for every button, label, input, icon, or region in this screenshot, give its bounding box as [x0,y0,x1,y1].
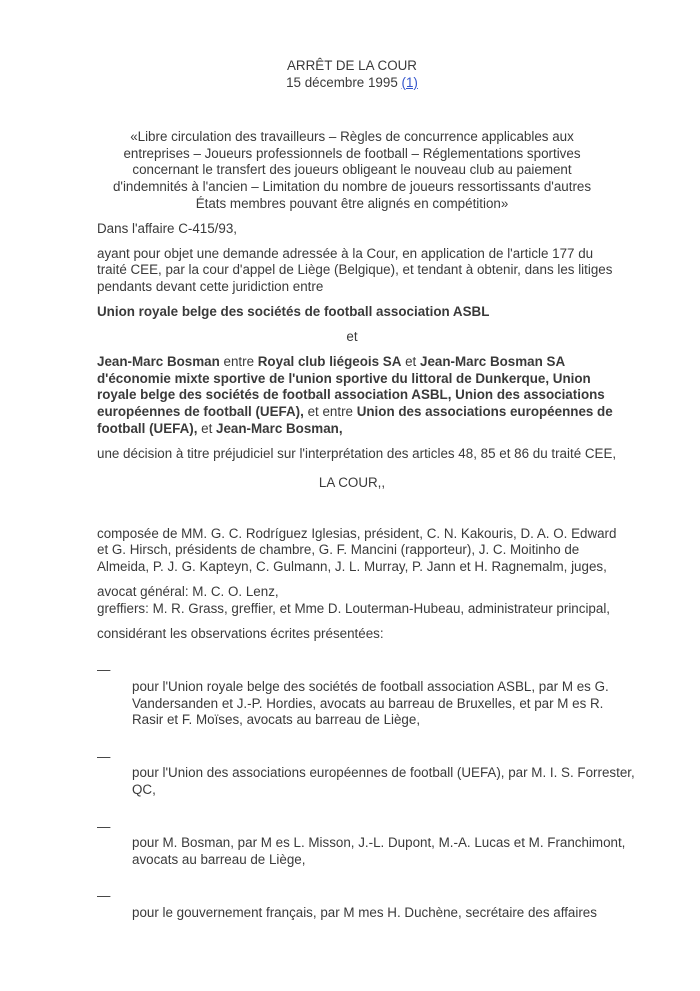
observation-text: pour M. Bosman, par M es L. Misson, J.-L. Dupont, M.-A. Lucas et M. Franchimont, avocats au barreau de Liège, [132,835,626,867]
connector-text: entre [219,354,258,370]
registrars-line: greffiers: M. R. Grass, greffier, et Mme D. Louterman-Hubeau, administrateur principal, [97,600,611,616]
list-dash: — [97,818,111,834]
footnote-link[interactable]: (1) [401,74,418,90]
document-header [97,58,607,91]
party-name: Jean-Marc Bosman SA d'économie mixte sportive de l'union sportive du littoral de Dunkerque, Union royale belge des sociétés de football association ASBL, Union des associations européennes de football (UEFA), [97,354,605,419]
document-date: 15 décembre 1995 [286,74,398,90]
list-dash: — [97,662,111,678]
observation-item [97,888,622,921]
observations-list [97,662,635,921]
officials-paragraph [97,584,622,617]
party-name: Jean-Marc Bosman, [216,420,343,436]
observation-text: pour l'Union royale belge des sociétés de football association ASBL, par M es G. Vandersanden et J.-P. Hordies, avocats au barreau de Bruxelles, et par M es R. Rasir et F. Moïses, avocats au barreau de Liège, [132,679,609,728]
object-paragraph: ayant pour objet une demande adressée à la Cour, en application de l'article 177 du traité CEE, par la cour d'appel de Liège (Belgique), et tendant à obtenir, dans les litiges pendants devant cette juridiction entre [97,245,613,294]
observation-text: pour le gouvernement français, par M mes H. Duchène, secrétaire des affaires [132,904,597,920]
observation-item [97,818,626,869]
party-name: Union des associations européennes de football (UEFA), [97,404,613,436]
list-dash: — [97,748,111,764]
connector-text: et [401,354,420,370]
decision-paragraph: une décision à titre préjudiciel sur l'interprétation des articles 48, 85 et 86 du traité CEE, [97,445,617,461]
subject-keywords: «Libre circulation des travailleurs – Règles de concurrence applicables aux entreprises – Joueurs professionnels de football – Réglementations sportives concernant le transfert des joueurs obligeant le nouveau club au paiement d'indemnités à l'ancien – Limitation du nombre de joueurs ressortissants d'autres États membres pouvant être alignés en compétition» [112,129,592,211]
observations-intro: considérant les observations écrites présentées: [97,625,384,641]
connector-text: et entre [303,404,357,419]
advocate-general-line: avocat général: M. C. O. Lenz, [97,584,279,600]
list-dash: — [97,888,111,904]
parties-paragraph [97,354,622,437]
case-reference: Dans l'affaire C-415/93, [97,220,238,236]
court-heading: LA COUR,, [318,475,386,491]
appellant-name: Union royale belge des sociétés de football association ASBL [97,304,490,320]
party-name: Jean-Marc Bosman [97,354,220,370]
conjunction-et: et [346,329,358,345]
composition-paragraph: composée de MM. G. C. Rodríguez Iglesias, président, C. N. Kakouris, D. A. O. Edward et G. Hirsch, présidents de chambre, G. F. Mancini (rapporteur), J. C. Moitinho de Almeida, P. J. G. Kapteyn, C. Gulmann, J. L. Murray, P. Jann et H. Ragnemalm, juges, [97,525,617,575]
party-name: Royal club liégeois SA [257,354,402,370]
observation-item [97,748,635,799]
observation-item [97,662,622,728]
connector-text: et [197,420,217,436]
document-date-line [97,75,607,92]
observation-text: pour l'Union des associations européennes de football (UEFA), par M. I. S. Forrester, QC, [132,765,635,797]
document-title: ARRÊT DE LA COUR [287,58,417,73]
